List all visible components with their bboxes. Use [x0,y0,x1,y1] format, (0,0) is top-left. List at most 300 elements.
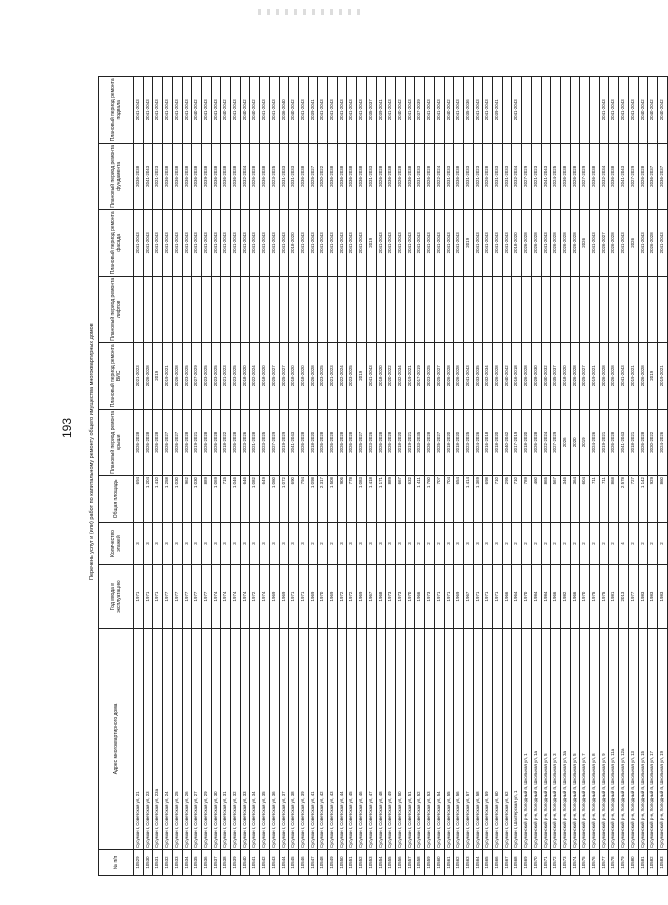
cell-year: 1971 [444,565,454,628]
cell-vis: 2026-2028 [493,343,503,409]
cell-basement: 2041-2043 [425,77,435,144]
cell-vis: 2026-2028 [454,343,464,409]
cell-num: 10570 [531,850,541,876]
table-row [444,77,454,876]
cell-vis: 2018-2020 [289,343,299,409]
table-row [541,77,551,876]
cell-lifts [211,276,221,342]
cell-floors: 3 [395,522,405,565]
cell-num: 10549 [328,850,338,876]
cell-foundation: 2031-2033 [415,143,425,209]
cell-year: 1967 [366,565,376,628]
cell-address: Сусуманский р-н, Холодный п, Школьная ул, 17 [648,628,658,849]
table-row [454,77,464,876]
cell-num: 10573 [560,850,570,876]
cell-area: 727 [628,476,638,523]
cell-foundation: 2036-2038 [211,143,221,209]
cell-floors: 3 [386,522,396,565]
cell-address: Сусуман г, Советская ул, 39 [298,628,308,849]
cell-year: 1984 [531,565,541,628]
cell-foundation: 2041-2043 [541,143,551,209]
cell-vis: 2018-2020 [260,343,270,409]
cell-address: Сусуманский р-н, Холодный п, Школьная ул, 11а [609,628,619,849]
cell-roof: 2021-2028 [250,409,260,475]
cell-address: Сусуман г, Советская ул, 52 [415,628,425,849]
cell-year: 1971 [134,565,144,628]
cell-num: 10551 [347,850,357,876]
table-row [366,77,376,876]
cell-num: 10557 [405,850,415,876]
cell-area: 567 [551,476,561,523]
cell-num: 10533 [172,850,182,876]
cell-floors: 3 [269,522,279,565]
cell-num: 10548 [318,850,328,876]
scan-artifact [258,9,364,15]
cell-roof: 2026-2028 [386,409,396,475]
cell-facade: 2018-2020 [289,210,299,276]
cell-address: Сусуман г, Советская ул, 25 [172,628,182,849]
cell-year: 1972 [347,565,357,628]
cell-roof: 2026-2028 [201,409,211,475]
cell-floors: 3 [279,522,289,565]
table-row [512,77,522,876]
cell-roof: 2018-2020 [522,409,532,475]
table-row [279,77,289,876]
cell-lifts [279,276,289,342]
cell-foundation: 2031-2033 [493,143,503,209]
cell-vis: 2019-2021 [590,343,600,409]
cell-floors: 2 [328,522,338,565]
cell-roof: 2027-2029 [551,409,561,475]
cell-floors: 3 [337,522,347,565]
cell-foundation: 2036-2038 [134,143,144,209]
cell-floors: 2 [628,522,638,565]
cell-address: Сусуманский р-н, Холодный п, Школьная ул, 9 [599,628,609,849]
cell-facade: 2041-2043 [376,210,386,276]
cell-facade: 2026-2028 [648,210,658,276]
cell-foundation: 2026-2028 [250,143,260,209]
cell-num: 10546 [298,850,308,876]
cell-address: Сусуманский р-н, Холодный п, Школьная ул, 1а [531,628,541,849]
cell-address: Сусуманский р-н, Холодный п, Школьная ул, 8 [590,628,600,849]
cell-foundation: 2036-2038 [609,143,619,209]
cell-num: 10529 [134,850,144,876]
cell-num: 10578 [609,850,619,876]
cell-vis: 2022-2024 [250,343,260,409]
cell-roof: 2026-2028 [376,409,386,475]
table-row [231,77,241,876]
table-body [134,77,668,876]
cell-foundation: 2031-2033 [502,143,512,209]
cell-basement: 2041-2043 [473,77,483,144]
cell-address: Сусуман г, Советская ул, 62 [502,628,512,849]
cell-lifts [328,276,338,342]
cell-lifts [221,276,231,342]
cell-area: 295 [502,476,512,523]
cell-foundation: 2026-2028 [638,143,648,209]
cell-facade: 2026-2028 [570,210,580,276]
cell-address: Сусуман г, Шахтерская ул, 1 [512,628,522,849]
cell-roof: 2018-2022 [221,409,231,475]
cell-num: 10560 [434,850,444,876]
cell-basement: 2035-2036 [463,77,473,144]
cell-lifts [308,276,318,342]
cell-floors: 2 [318,522,328,565]
cell-vis: 2030-2032 [541,343,551,409]
cell-year: 1969 [454,565,464,628]
cell-num: 10579 [619,850,629,876]
header-lifts: Плановый период ремонта лифтов [99,276,134,342]
cell-address: Сусуманский р-н, Холодный п, Школьная ул, 15 [638,628,648,849]
cell-year: 1981 [609,565,619,628]
cell-roof: 2024-2026 [473,409,483,475]
cell-year: 1966 [502,565,512,628]
cell-facade: 2041-2043 [134,210,144,276]
cell-num: 10534 [182,850,192,876]
cell-lifts [153,276,163,342]
cell-area: 794 [298,476,308,523]
cell-basement: 2041-2043 [483,77,493,144]
cell-lifts [240,276,250,342]
cell-area: 1 760 [425,476,435,523]
cell-address: Сусуман г, Советская ул, 38 [289,628,299,849]
cell-roof: 2020-2022 [648,409,658,475]
cell-year: 1969 [269,565,279,628]
cell-lifts [580,276,590,342]
cell-num: 10580 [628,850,638,876]
cell-num: 10554 [376,850,386,876]
cell-area: 1 030 [192,476,202,523]
cell-vis: 2026-2028 [444,343,454,409]
cell-vis: 2040-2042 [502,343,512,409]
cell-floors: 2 [415,522,425,565]
cell-lifts [628,276,638,342]
cell-facade: 2041-2043 [405,210,415,276]
cell-roof: 2026-2028 [347,409,357,475]
cell-basement: 2040-2042 [657,77,667,144]
cell-foundation: 2036-2037 [648,143,658,209]
table-row [172,77,182,876]
table-row [657,77,667,876]
table-row [425,77,435,876]
cell-num: 10535 [192,850,202,876]
cell-floors: 3 [454,522,464,565]
cell-roof: 2026-2028 [211,409,221,475]
cell-facade: 2041-2043 [473,210,483,276]
cell-lifts [298,276,308,342]
cell-basement: 2040-2042 [648,77,658,144]
cell-floors: 3 [357,522,367,565]
cell-address: Сусуман г, Советская ул, 55 [444,628,454,849]
cell-facade: 2041-2043 [298,210,308,276]
cell-address: Сусуман г, Советская ул, 60 [493,628,503,849]
cell-foundation: 2036-2038 [182,143,192,209]
cell-roof: 2018-2020 [493,409,503,475]
cell-year: 1971 [434,565,444,628]
cell-floors: 2 [657,522,667,565]
cell-basement: 2041-2043 [512,77,522,144]
cell-year: 1966 [415,565,425,628]
cell-address: Сусуман г, Советская ул, 24 [163,628,173,849]
table-row [638,77,648,876]
cell-address: Сусуманский р-н, Холодный п, Школьная ул, 12а [619,628,629,849]
cell-lifts [405,276,415,342]
cell-num: 10531 [153,850,163,876]
cell-foundation: 2025-2027 [308,143,318,209]
header-basement: Плановый период ремонта подвала [99,77,134,144]
cell-num: 10574 [570,850,580,876]
cell-vis: 2019 [153,343,163,409]
cell-lifts [347,276,357,342]
cell-roof: 2026-2028 [328,409,338,475]
cell-year: 1973 [386,565,396,628]
cell-foundation: 2026-2028 [425,143,435,209]
cell-address: Сусуман г, Советская ул, 56 [454,628,464,849]
cell-year: 1969 [328,565,338,628]
cell-basement: 2041-2043 [599,77,609,144]
cell-area: 632 [405,476,415,523]
cell-address: Сусуман г, Советская ул, 48 [376,628,386,849]
cell-basement: 2041-2043 [318,77,328,144]
cell-floors: 3 [493,522,503,565]
cell-vis: 2025-2027 [434,343,444,409]
cell-roof: 2026-2028 [638,409,648,475]
cell-lifts [551,276,561,342]
cell-facade: 2041-2043 [201,210,211,276]
cell-num: 10564 [473,850,483,876]
cell-num: 10569 [522,850,532,876]
cell-floors: 3 [134,522,144,565]
cell-facade: 2026 [628,210,638,276]
cell-year: 1982 [560,565,570,628]
cell-floors: 3 [201,522,211,565]
cell-num: 10562 [454,850,464,876]
cell-lifts [337,276,347,342]
cell-year: 1974 [221,565,231,628]
cell-floors: 3 [366,522,376,565]
cell-year: 1977 [201,565,211,628]
cell-facade: 2041-2043 [357,210,367,276]
cell-vis: 2026-2028 [609,343,619,409]
cell-floors: 2 [308,522,318,565]
header-num: № п/п [99,850,134,876]
cell-floors: 3 [444,522,454,565]
cell-area: 1 082 [250,476,260,523]
cell-num: 10556 [395,850,405,876]
cell-vis: 2026-2028 [522,343,532,409]
cell-address: Сусуман г, Советская ул, 43 [328,628,338,849]
cell-vis: 2023-2025 [347,343,357,409]
header-year: Год ввода в эксплуатацию [99,565,134,628]
cell-roof: 2023-2026 [240,409,250,475]
cell-floors: 2 [580,522,590,565]
cell-address: Сусуман г, Советская ул, 58 [473,628,483,849]
cell-area: 865 [541,476,551,523]
table-row [551,77,561,876]
cell-vis: 2023-2025 [231,343,241,409]
cell-lifts [541,276,551,342]
cell-vis: 2021-2023 [134,343,144,409]
cell-lifts [395,276,405,342]
cell-facade: 2041-2043 [308,210,318,276]
cell-area: 2 317 [318,476,328,523]
table-row [318,77,328,876]
cell-num: 10565 [483,850,493,876]
header-facade: Плановый период ремонта фасада [99,210,134,276]
cell-basement: 2041-2043 [628,77,638,144]
cell-basement: 2040-2042 [221,77,231,144]
cell-year: 1977 [192,565,202,628]
table-row [201,77,211,876]
cell-basement: 2041-2043 [143,77,153,144]
cell-area: 1 414 [463,476,473,523]
cell-area: 1 098 [308,476,318,523]
cell-vis: 2019-2021 [628,343,638,409]
cell-floors: 2 [502,522,512,565]
cell-floors: 3 [250,522,260,565]
cell-year: 1975 [590,565,600,628]
cell-vis: 2033-2035 [473,343,483,409]
cell-year: 1966 [551,565,561,628]
cell-year: 1971 [143,565,153,628]
cell-year: 1974 [260,565,270,628]
table-row [260,77,270,876]
header-address: Адрес многоквартирного дома [99,628,134,849]
cell-foundation: 2024-2025 [551,143,561,209]
table-row [493,77,503,876]
cell-basement [560,77,570,144]
cell-address: Сусуман г, Советская ул, 47 [366,628,376,849]
cell-foundation: 2032-2034 [240,143,250,209]
cell-lifts [638,276,648,342]
cell-basement: 2041-2043 [172,77,182,144]
cell-facade: 2026-2028 [522,210,532,276]
table-row [269,77,279,876]
cell-foundation: 2026-2028 [570,143,580,209]
table-row [289,77,299,876]
cell-floors: 3 [289,522,299,565]
cell-floors: 3 [221,522,231,565]
cell-basement: 2041-2043 [260,77,270,144]
cell-basement: 2040-2042 [395,77,405,144]
cell-lifts [434,276,444,342]
cell-vis: 2023-2025 [425,343,435,409]
cell-foundation: 2031-2033 [463,143,473,209]
cell-roof: 2026-2028 [143,409,153,475]
cell-floors: 3 [463,522,473,565]
cell-address: Сусуманский р-н, Холодный п, Школьная ул, 1 [522,628,532,849]
cell-roof: 2023-2025 [260,409,270,475]
cell-roof: 2041-2043 [289,409,299,475]
cell-floors: 4 [619,522,629,565]
cell-address: Сусуманский р-н, Холодный п, Школьная ул, 3 [551,628,561,849]
cell-num: 10571 [541,850,551,876]
table-row [182,77,192,876]
cell-vis: 2026-2028 [570,343,580,409]
cell-year: 1971 [493,565,503,628]
table-row [163,77,173,876]
cell-roof: 2018-2021 [628,409,638,475]
cell-year: 1971 [298,565,308,628]
cell-year: 1974 [231,565,241,628]
cell-year: 1967 [463,565,473,628]
cell-foundation: 2036-2038 [260,143,270,209]
cell-vis: 2016-2018 [512,343,522,409]
cell-address: Сусуман г, Советская ул, 35 [260,628,270,849]
cell-num: 10572 [551,850,561,876]
cell-area: 667 [395,476,405,523]
cell-year: 1972 [337,565,347,628]
cell-vis: 2019-2021 [163,343,173,409]
cell-floors: 3 [240,522,250,565]
cell-vis: 2026-2028 [599,343,609,409]
cell-address: Сусуман г, Советская ул, 30 [211,628,221,849]
cell-area: 460 [531,476,541,523]
cell-area: 711 [599,476,609,523]
cell-year: 1984 [541,565,551,628]
cell-roof: 2025-2027 [434,409,444,475]
cell-vis: 2020-2022 [386,343,396,409]
cell-roof: 2017-2019 [512,409,522,475]
cell-address: Сусуман г, Советская ул, 49 [386,628,396,849]
cell-area: 789 [522,476,532,523]
cell-address: Сусуманский р-н, Холодный п, Школьная ул, 19 [657,628,667,849]
cell-roof: 2019-2021 [405,409,415,475]
cell-area: 364 [570,476,580,523]
cell-num: 10568 [512,850,522,876]
header-vis: Плановый период ремонта ВИС [99,343,134,409]
cell-num: 10543 [269,850,279,876]
cell-num: 10552 [357,850,367,876]
cell-lifts [512,276,522,342]
cell-area: 704 [444,476,454,523]
cell-year: 1964 [512,565,522,628]
cell-num: 10577 [599,850,609,876]
cell-lifts [444,276,454,342]
cell-area: 1 046 [231,476,241,523]
cell-roof: 2026-2027 [172,409,182,475]
cell-num: 10559 [425,850,435,876]
cell-lifts [619,276,629,342]
cell-foundation: 2032-2034 [512,143,522,209]
cell-area: 1 508 [328,476,338,523]
cell-year: 1983 [648,565,658,628]
cell-address: Сусуман г, Советская ул, 26 [182,628,192,849]
cell-lifts [143,276,153,342]
cell-lifts [483,276,493,342]
cell-num: 10538 [221,850,231,876]
cell-num: 10545 [289,850,299,876]
table-row [599,77,609,876]
table-row [143,77,153,876]
cell-year: 1969 [357,565,367,628]
cell-facade: 2041-2043 [192,210,202,276]
table-row [609,77,619,876]
cell-floors: 2 [648,522,658,565]
cell-address: Сусуман г, Советская ул, 34 [250,628,260,849]
cell-area: 860 [657,476,667,523]
cell-facade: 2041-2043 [425,210,435,276]
cell-basement: 2041-2043 [434,77,444,144]
cell-basement: 2041-2043 [337,77,347,144]
cell-basement: 2040-2042 [289,77,299,144]
cell-num: 10536 [201,850,211,876]
cell-year: 1983 [657,565,667,628]
cell-facade: 2026-2028 [560,210,570,276]
cell-facade: 2041-2043 [590,210,600,276]
cell-lifts [269,276,279,342]
cell-foundation: 2032-2034 [599,143,609,209]
